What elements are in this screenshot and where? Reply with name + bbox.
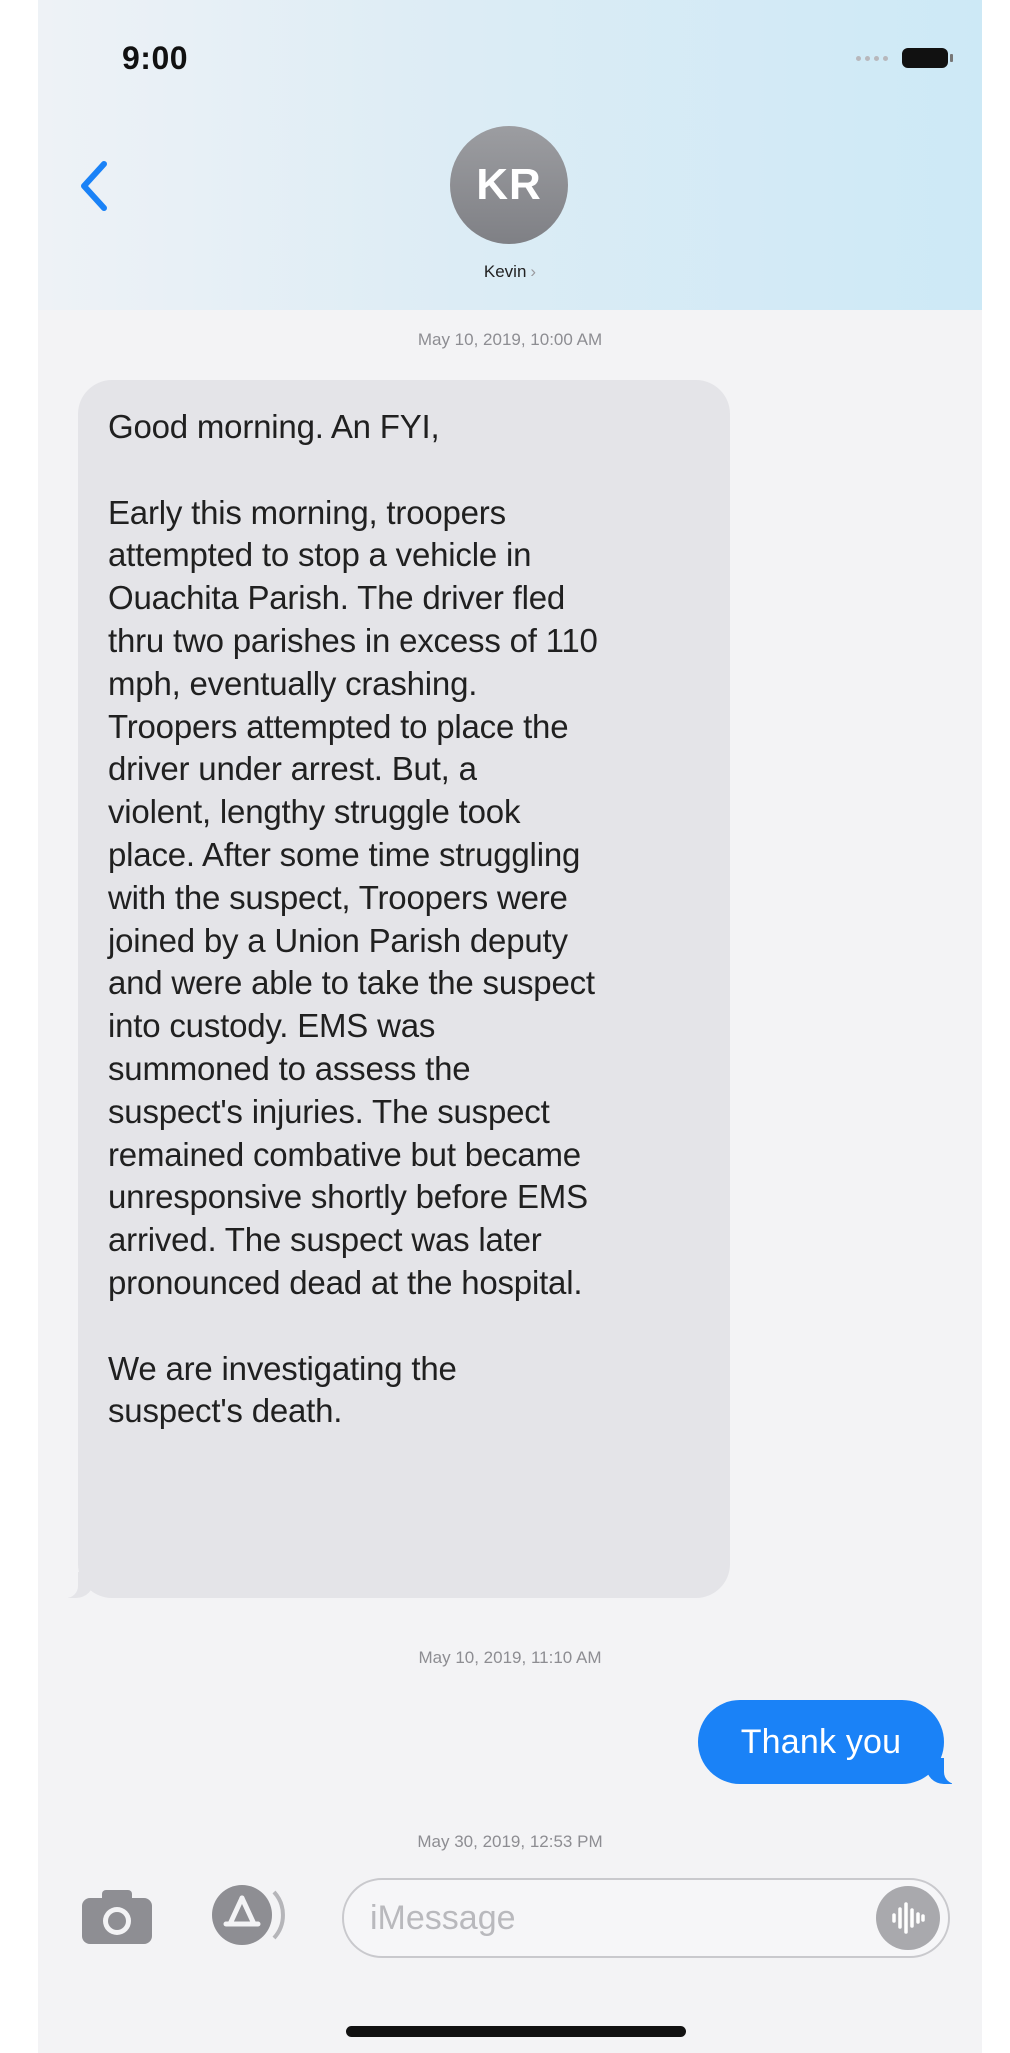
battery-icon: [902, 48, 948, 68]
message-input-bar: [38, 1862, 982, 2053]
chevron-right-icon: ›: [530, 262, 537, 281]
outgoing-message-text: Thank you: [740, 1722, 902, 1761]
chevron-left-icon[interactable]: [74, 156, 114, 216]
avatar[interactable]: KR: [450, 126, 568, 244]
incoming-message-bubble[interactable]: [78, 380, 730, 1598]
message-timestamp: May 10, 2019, 11:10 AM: [418, 1648, 602, 1667]
contact-name-button[interactable]: [38, 262, 982, 282]
home-indicator[interactable]: [346, 2026, 686, 2037]
message-timestamp: May 10, 2019, 10:00 AM: [417, 330, 603, 349]
camera-icon[interactable]: [78, 1884, 156, 1948]
status-indicators: [856, 48, 948, 68]
imessage-input[interactable]: [342, 1878, 950, 1958]
contact-name: Kevin: [483, 262, 527, 281]
incoming-message-text: Good morning. An FYI, Early this morning, troopers attempted to stop a vehicle in Ouachita Parish. The driver fled thru two parishes in excess of 110 mph, eventually crashing. Troopers attempted to place the driver under arrest. But, a violent, lengthy struggle took place. After some time struggling with the suspect, Troopers were joined by a Union Parish deputy and were able to take the suspect into custody. EMS was summoned to assess the suspect's injuries. The suspect remained combative but became unresponsive shortly before EMS arrived. The suspect was later pronounced dead at the hospital. We are investigating the suspect's death.: [108, 408, 598, 1430]
conversation-header: [38, 0, 982, 310]
audio-waveform-icon[interactable]: [876, 1886, 940, 1950]
status-time: 9:00: [122, 40, 189, 76]
app-store-icon[interactable]: [204, 1880, 286, 1950]
signal-icon: [856, 56, 888, 61]
messages-screen: [38, 0, 982, 2053]
outgoing-message-bubble[interactable]: [698, 1700, 944, 1784]
message-timestamp: May 30, 2019, 12:53 PM: [417, 1832, 603, 1851]
